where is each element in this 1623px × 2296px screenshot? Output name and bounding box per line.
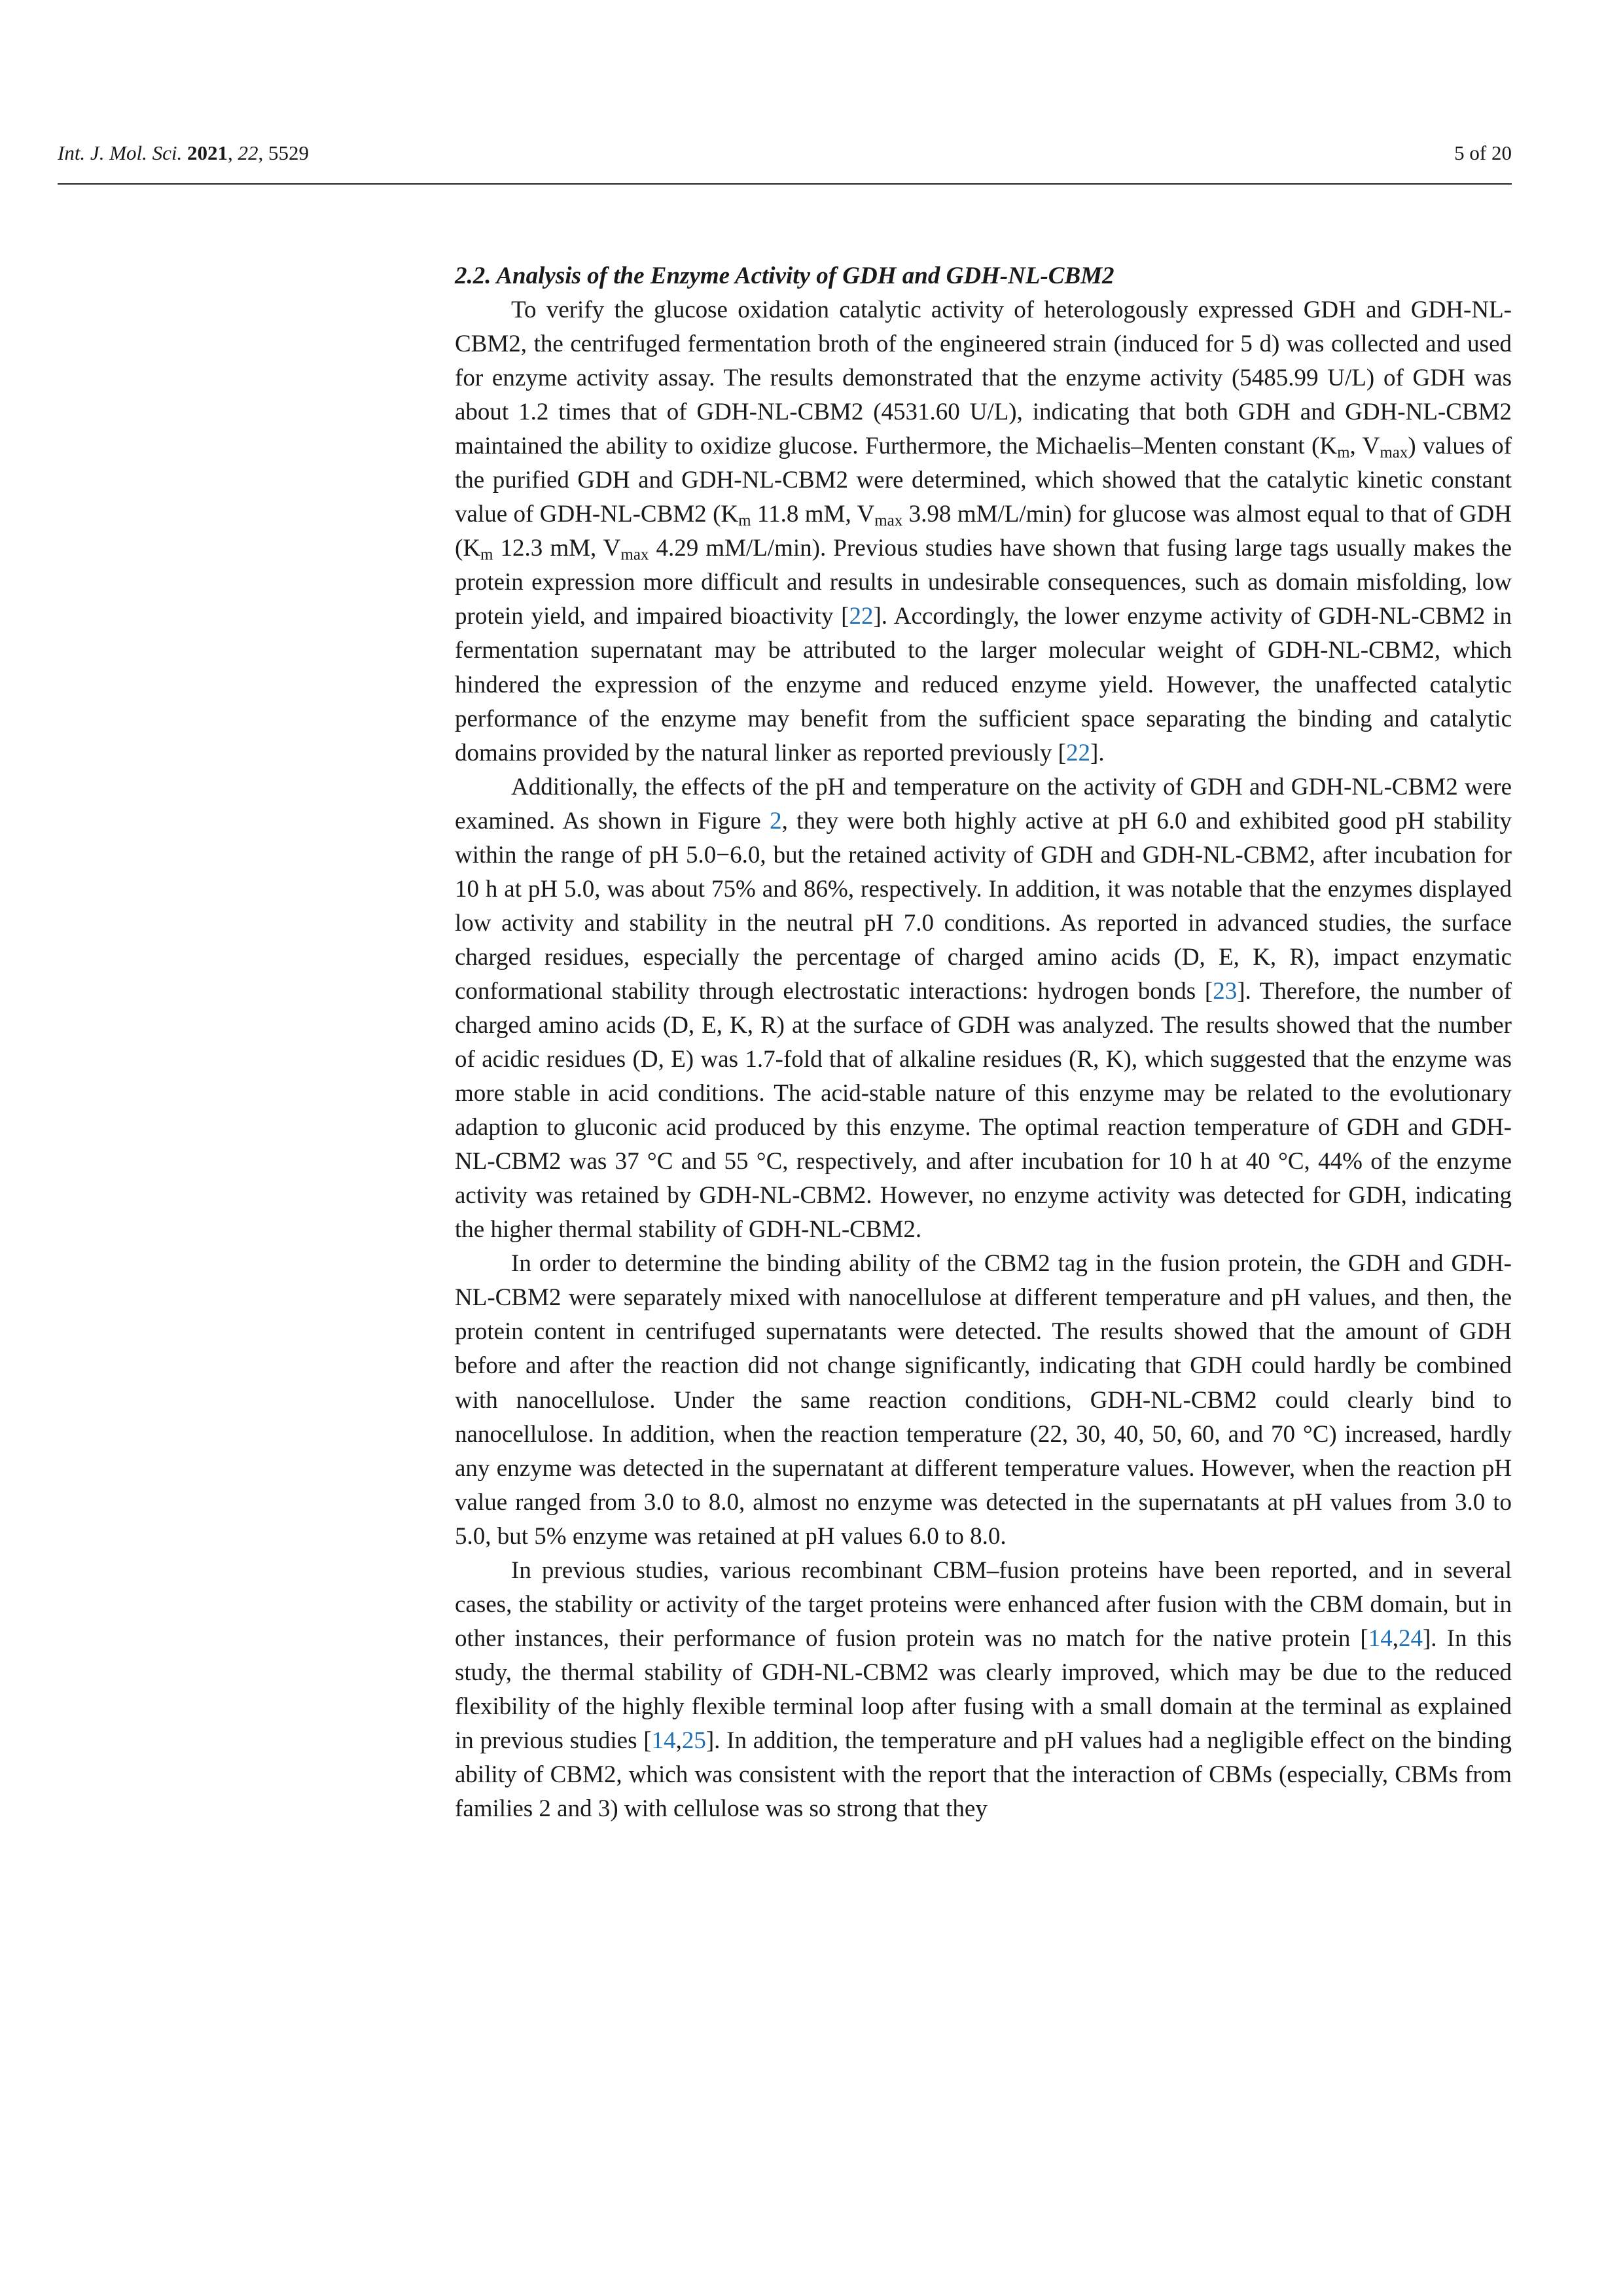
citation-link-23[interactable]: 23	[1213, 977, 1238, 1005]
citation-link-14[interactable]: 14	[651, 1727, 676, 1754]
citation-link-14[interactable]: 14	[1368, 1624, 1393, 1652]
text-fragment: ]. In addition, the temperature and pH values had a negligible effect on the binding ability of CBM2, which was consistent with the report that the interaction of CBMs (especially, CBMs from families 2 and 3) with cellulose was so strong that they	[455, 1727, 1512, 1823]
text-fragment: ,	[1392, 1624, 1399, 1652]
text-fragment: 11.8 mM, V	[751, 501, 875, 528]
text-fragment: ) values of the purified GDH and GDH-NL-CBM2 were determined, which showed that the catalytic kinetic constant value of GDH-NL-CBM2 (K	[455, 433, 1512, 528]
subscript-m: m	[1337, 444, 1350, 462]
text-fragment: , V	[1349, 433, 1380, 460]
text-fragment: 3.98 mM/L/min) for glucose was almost equal to that of GDH (K	[455, 501, 1512, 562]
journal-year: 2021	[187, 141, 228, 164]
article-number: 5529	[268, 141, 310, 164]
journal-name: Int. J. Mol. Sci.	[58, 141, 183, 164]
citation-link-24[interactable]: 24	[1398, 1624, 1423, 1652]
text-fragment: ].	[1090, 739, 1105, 766]
text-fragment: 12.3 mM, V	[493, 535, 621, 562]
subscript-m: m	[480, 546, 493, 564]
citation-link-22[interactable]: 22	[849, 603, 874, 630]
figure-link-2[interactable]: 2	[770, 807, 782, 834]
citation-link-25[interactable]: 25	[681, 1727, 706, 1754]
paragraph-4	[455, 1554, 1512, 1826]
section-title: 2.2. Analysis of the Enzyme Activity of GDH and GDH-NL-CBM2	[455, 262, 1115, 289]
subscript-max: max	[1380, 444, 1408, 462]
paragraph-1	[455, 293, 1512, 770]
text-fragment: ]. In this study, the thermal stability of GDH-NL-CBM2 was clearly improved, which may be due to the reduced flexibility of the highly flexible terminal loop after fusing with a small domain at the terminal as explained in previous studies [	[455, 1624, 1512, 1754]
paragraph-2	[455, 770, 1512, 1247]
text-fragment: ,	[675, 1727, 682, 1754]
subscript-m: m	[738, 512, 751, 530]
text-fragment: ]. Accordingly, the lower enzyme activity of GDH-NL-CBM2 in fermentation supernatant may be attributed to the larger molecular weight of GDH-NL-CBM2, which hindered the expression of the enzyme and reduced enzyme yield. However, the unaffected catalytic performance of the enzyme may benefit from the sufficient space separating the binding and catalytic domains provided by the natural linker as reported previously [	[455, 603, 1512, 766]
article-body	[455, 259, 1512, 1826]
text-fragment: Additionally, the effects of the pH and temperature on the activity of GDH and GDH-NL-CBM2 were examined. As shown in Figure	[455, 773, 1512, 834]
journal-volume: 22	[238, 141, 259, 164]
text-fragment: To verify the glucose oxidation catalytic activity of heterologously expressed GDH and GDH-NL-CBM2, the centrifuged fermentation broth of the engineered strain (induced for 5 d) was collected and used for enzyme activity assay. The results demonstrated that the enzyme activity (5485.99 U/L) of GDH was about 1.2 times that of GDH-NL-CBM2 (4531.60 U/L), indicating that both GDH and GDH-NL-CBM2 maintained the ability to oxidize glucose. Furthermore, the Michaelis–Menten constant (K	[455, 296, 1512, 460]
subscript-max: max	[620, 546, 649, 564]
text-fragment: In order to determine the binding ability of the CBM2 tag in the fusion protein, the GDH and GDH-NL-CBM2 were separately mixed with nanocellulose at different temperature and pH values, and then, the protein content in centrifuged supernatants were detected. The results showed that the amount of GDH before and after the reaction did not change significantly, indicating that GDH could hardly be combined with nanocellulose. Under the same reaction conditions, GDH-NL-CBM2 could clearly bind to nanocellulose. In addition, when the reaction temperature (22, 30, 40, 50, 60, and 70 °C) increased, hardly any enzyme was detected in the supernatant at different temperature values. However, when the reaction pH value ranged from 3.0 to 8.0, almost no enzyme was detected in the supernatants at pH values from 3.0 to 5.0, but 5% enzyme was retained at pH values 6.0 to 8.0.	[455, 1250, 1512, 1550]
citation-link-22[interactable]: 22	[1066, 739, 1090, 766]
text-fragment: 4.29 mM/L/min). Previous studies have shown that fusing large tags usually makes the protein expression more difficult and results in undesirable consequences, such as domain misfolding, low protein yield, and impaired bioactivity [	[455, 535, 1512, 630]
journal-citation: Int. J. Mol. Sci. 2021, 22, 5529	[58, 141, 310, 164]
page-number: 5 of 20	[1454, 141, 1512, 164]
paragraph-3	[455, 1247, 1512, 1553]
text-fragment: , they were both highly active at pH 6.0 and exhibited good pH stability within the range of pH 5.0−6.0, but the retained activity of GDH and GDH-NL-CBM2, after incubation for 10 h at pH 5.0, was about 75% and 86%, respectively. In addition, it was notable that the enzymes displayed low activity and stability in the neutral pH 7.0 conditions. As reported in advanced studies, the surface charged residues, especially the percentage of charged amino acids (D, E, K, R), impact enzymatic conformational stability through electrostatic interactions: hydrogen bonds [	[455, 807, 1512, 1005]
running-header	[58, 139, 1512, 185]
text-fragment: ]. Therefore, the number of charged amino acids (D, E, K, R) at the surface of GDH was analyzed. The results showed that the number of acidic residues (D, E) was 1.7-fold that of alkaline residues (R, K), which suggested that the enzyme was more stable in acid conditions. The acid-stable nature of this enzyme may be related to the evolutionary adaption to gluconic acid produced by this enzyme. The optimal reaction temperature of GDH and GDH-NL-CBM2 was 37 °C and 55 °C, respectively, and after incubation for 10 h at 40 °C, 44% of the enzyme activity was retained by GDH-NL-CBM2. However, no enzyme activity was detected for GDH, indicating the higher thermal stability of GDH-NL-CBM2.	[455, 977, 1512, 1244]
text-fragment: In previous studies, various recombinant CBM–fusion proteins have been reported, and in several cases, the stability or activity of the target proteins were enhanced after fusion with the CBM domain, but in other instances, their performance of fusion protein was no match for the native protein [	[455, 1556, 1512, 1652]
subscript-max: max	[874, 512, 903, 530]
